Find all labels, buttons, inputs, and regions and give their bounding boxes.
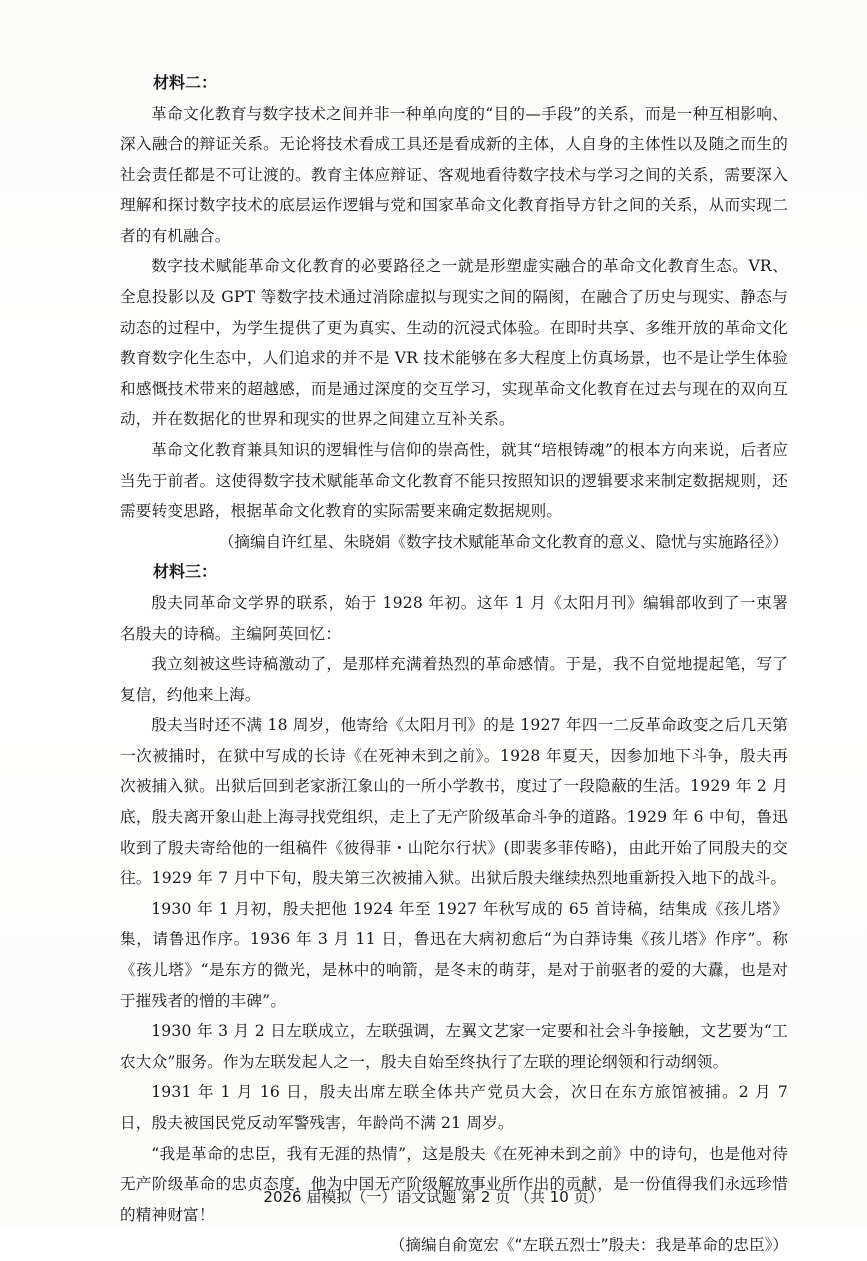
material-three-paragraph-2: 殷夫当时还不满 18 周岁，他寄给《太阳月刊》的是 1927 年四一二反革命政变之后几天第一次被捕时，在狱中写成的长诗《在死神未到之前》。1928 年夏天，因参加地下斗争，殷夫再次被捕入狱。出狱后回到老家浙江象山的一所小学教书，度过了一段隐蔽的生活。1929 年 2 月底，殷夫离开象山赴上海寻找党组织，走上了无产阶级革命斗争的道路。1929 年 6 中旬，鲁迅收到了殷夫寄给他的一组稿件《彼得菲・山陀尔行状》(即裴多菲传略)，由此开始了同殷夫的交往。1929 年 7 月中下旬，殷夫第三次被捕入狱。出狱后殷夫继续热烈地重新投入地下的战斗。 — [120, 716, 788, 888]
material-two-paragraph-2: 数字技术赋能革命文化教育的必要路径之一就是形塑虚实融合的革命文化教育生态。VR、全息投影以及 GPT 等数字技术通过消除虚拟与现实之间的隔阂，在融合了历史与现实、静态与动态的过程中，为学生提供了更为真实、生动的沉浸式体验。在即时共享、多维开放的革命文化教育数字化生态中，人们追求的并不是 VR 技术能够在多大程度上仿真场景，也不是让学生体验和感慨技术带来的超越感，而是通过深度的交互学习，实现革命文化教育在过去与现在的双向互动，并在数据化的世界和现实的世界之间建立互补关系。 — [120, 257, 788, 429]
page-content — [120, 68, 788, 1261]
material-two-source: （摘编自许红星、朱晓娟《数字技术赋能革命文化教育的意义、隐忧与实施路径》） — [218, 532, 788, 551]
material-three-paragraph-5: 1931 年 1 月 16 日，殷夫出席左联全体共产党员大会，次日在东方旅馆被捕。2 月 7 日，殷夫被国民党反动军警残害，年龄尚不满 21 周岁。 — [120, 1083, 788, 1132]
material-three-quote: 我立刻被这些诗稿激动了，是那样充满着热烈的革命感情。于是，我不自觉地提起笔，写了复信，约他来上海。 — [120, 655, 788, 704]
material-two-paragraph-3: 革命文化教育兼具知识的逻辑性与信仰的崇高性，就其“培根铸魂”的根本方向来说，后者应当先于前者。这使得数字技术赋能革命文化教育不能只按照知识的逻辑要求来制定数据规则，还需要转变思路，根据革命文化教育的实际需要来确定数据规则。 — [120, 441, 788, 521]
material-two-paragraph-1: 革命文化教育与数字技术之间并非一种单向度的“目的—手段”的关系，而是一种互相影响、深入融合的辩证关系。无论将技术看成工具还是看成新的主体，人自身的主体性以及随之而生的社会责任都是不可让渡的。教育主体应辩证、客观地看待数字技术与学习之间的关系，需要深入理解和探讨数字技术的底层运作逻辑与党和国家革命文化教育指导方针之间的关系，从而实现二者的有机融合。 — [120, 104, 788, 245]
material-three-paragraph-3: 1930 年 1 月初，殷夫把他 1924 年至 1927 年秋写成的 65 首诗稿，结集成《孩儿塔》集，请鲁迅作序。1936 年 3 月 11 日，鲁迅在大病初愈后“为白莽诗集《孩儿塔》作序”。称《孩儿塔》“是东方的微光，是林中的响箭，是冬末的萌芽，是对于前驱者的爱的大纛，也是对于摧残者的憎的丰碑”。 — [120, 899, 788, 1010]
material-three-paragraph-4: 1930 年 3 月 2 日左联成立，左联强调，左翼文艺家一定要和社会斗争接触，文艺要为“工农大众”服务。作为左联发起人之一，殷夫自始至终执行了左联的理论纲领和行动纲领。 — [120, 1022, 788, 1071]
material-three-paragraph-1: 殷夫同革命文学界的联系，始于 1928 年初。这年 1 月《太阳月刊》编辑部收到了一束署名殷夫的诗稿。主编阿英回忆： — [120, 593, 788, 643]
material-two-heading: 材料二： — [153, 73, 218, 92]
page-footer: 2026 届模拟（一）语文试题 第 2 页 （共 10 页） — [263, 1188, 604, 1206]
material-three-source: （摘编自俞宽宏《“左联五烈士”殷夫：我是革命的忠臣》） — [389, 1236, 788, 1255]
material-three-heading: 材料三： — [153, 562, 218, 582]
material-three-paragraph-6: “我是革命的忠臣，我有无涯的热情”，这是殷夫《在死神未到之前》中的诗句，也是他对待无产阶级革命的忠贞态度，他为中国无产阶级解放事业所作出的贡献，是一份值得我们永远珍惜的精神财富！ — [120, 1144, 788, 1224]
